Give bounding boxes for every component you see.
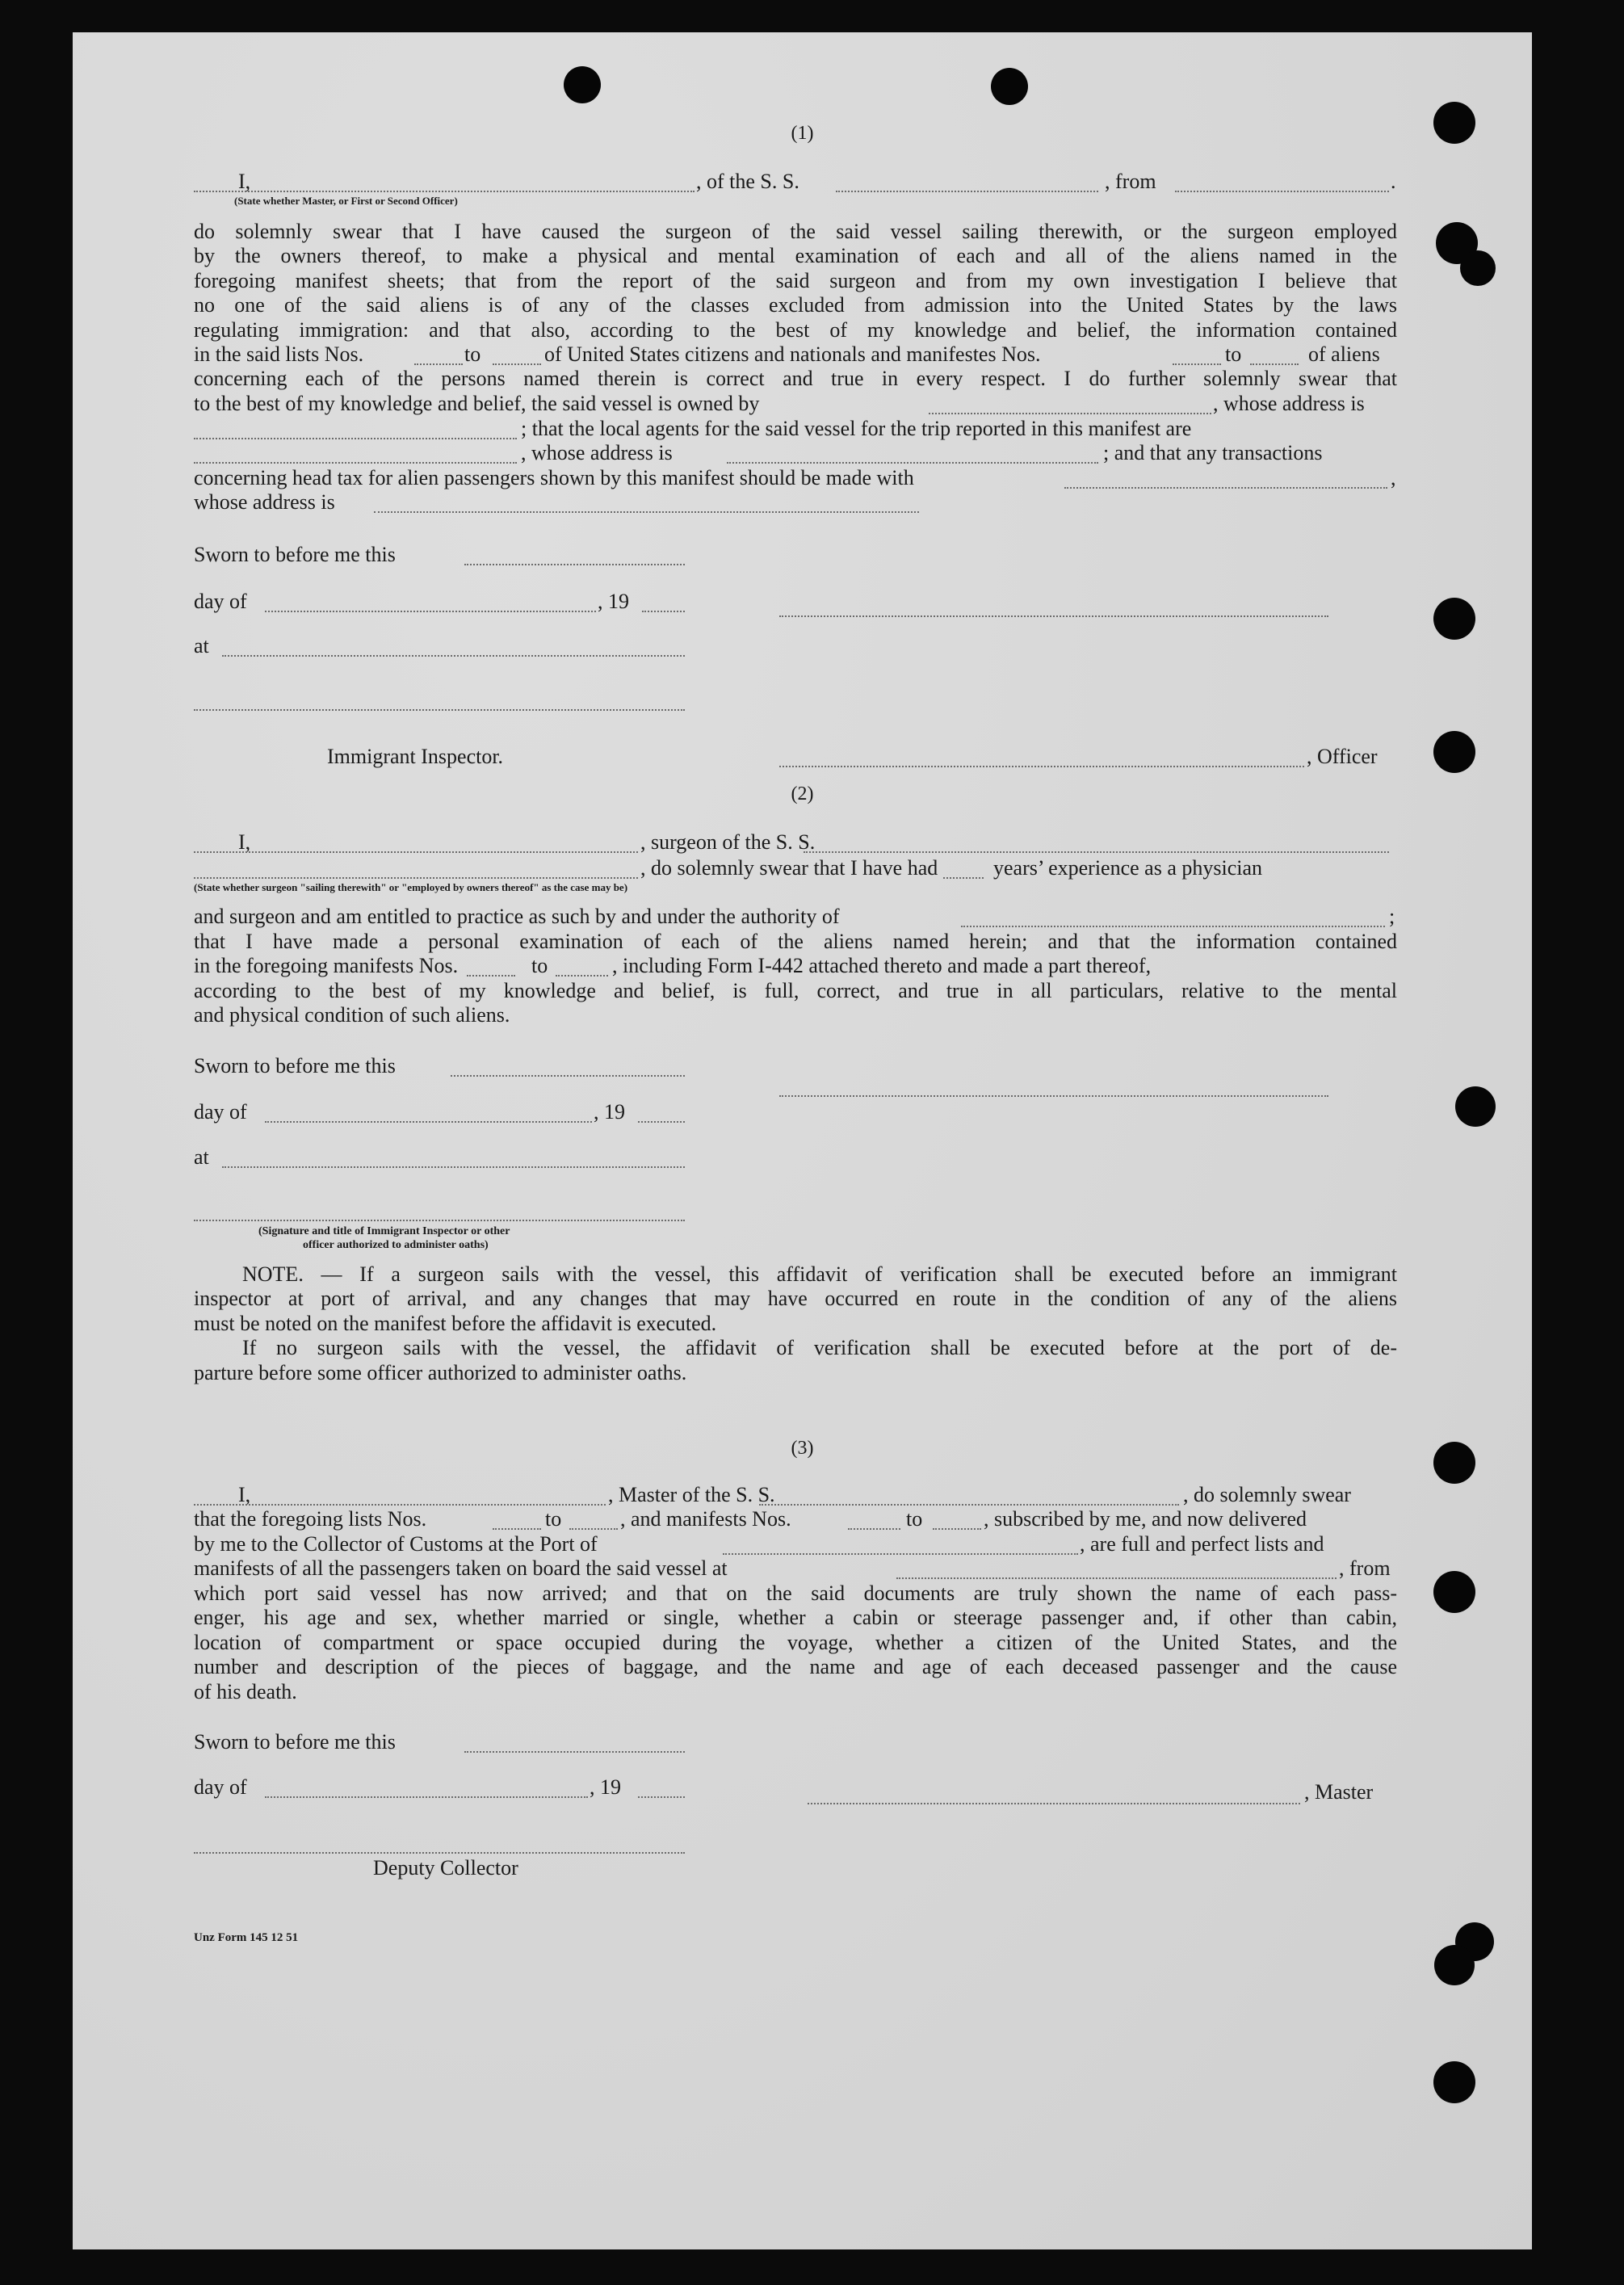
year-label: , 19 — [594, 1100, 625, 1124]
oath-text: to — [531, 954, 548, 977]
field-note: officer authorized to administer oaths) — [303, 1239, 489, 1251]
oath-text: and surgeon and am entitled to practice as such by and under the authority of — [194, 905, 840, 928]
blank-field — [222, 1166, 685, 1168]
oath-label: I, — [238, 170, 251, 193]
oath-label: , do solemnly swear that I have had — [640, 856, 938, 880]
oath-text: regulating immigration: and that also, according to the best of my knowledge and belief, the information contained — [194, 318, 1397, 342]
year-label: , 19 — [598, 590, 629, 613]
blank-field — [194, 438, 517, 439]
oath-text: , are full and perfect lists and — [1080, 1532, 1324, 1556]
blank-field — [414, 363, 463, 365]
blank-field — [1064, 487, 1387, 489]
signature-line — [779, 615, 1328, 617]
oath-text: , from — [1339, 1556, 1391, 1580]
deputy-label: Deputy Collector — [373, 1856, 518, 1880]
oath-label: . — [1391, 170, 1396, 193]
oath-text: , — [1391, 466, 1396, 489]
day-of-label: day of — [194, 1775, 247, 1799]
note-text: NOTE. — If a surgeon sails with the vessel, this affidavit of verification shall be executed before an immigrant — [242, 1262, 1397, 1286]
oath-text: , including Form I-442 attached thereto and made a part thereof, — [612, 954, 1152, 977]
oath-text: to — [1225, 342, 1242, 366]
master-label: , Master — [1304, 1780, 1374, 1804]
oath-text: manifests of all the passengers taken on board the said vessel at — [194, 1556, 728, 1580]
punch-hole — [1433, 2061, 1475, 2103]
document-page — [73, 32, 1532, 2249]
punch-hole — [1460, 250, 1496, 286]
blank-field — [451, 1075, 685, 1077]
blank-field — [194, 1504, 606, 1506]
oath-text: do solemnly swear that I have caused the surgeon of the said vessel sailing therewith, or the surgeon employed — [194, 220, 1397, 243]
oath-text: number and description of the pieces of baggage, and the name and age of each deceased passenger and the cause — [194, 1655, 1397, 1678]
oath-label: I, — [238, 830, 251, 854]
blank-field — [569, 1528, 618, 1530]
blank-field — [467, 975, 515, 977]
punch-hole — [564, 66, 601, 103]
oath-text: in the foregoing manifests Nos. — [194, 954, 459, 977]
punch-hole — [1433, 598, 1475, 640]
blank-field — [464, 1751, 685, 1753]
oath-text: of United States citizens and nationals and manifestes Nos. — [544, 342, 1041, 366]
oath-text: concerning each of the persons named therein is correct and true in every respect. I do further solemnly swear that — [194, 367, 1397, 390]
blank-field — [464, 564, 685, 565]
officer-label: , Officer — [1307, 745, 1378, 768]
note-text: must be noted on the manifest before the affidavit is executed. — [194, 1312, 717, 1335]
blank-field — [265, 611, 596, 612]
section-number: (1) — [791, 123, 814, 144]
note-text: inspector at port of arrival, and any changes that may have occurred en route in the condition of any of the aliens — [194, 1287, 1397, 1310]
signature-line — [194, 709, 685, 711]
sworn-label: Sworn to before me this — [194, 1054, 396, 1077]
blank-field — [194, 877, 638, 879]
oath-text: to — [545, 1507, 562, 1531]
section-number: (3) — [791, 1438, 814, 1459]
oath-text: enger, his age and sex, whether married or single, whether a cabin or steerage passenger and, if other than cabin, — [194, 1606, 1397, 1629]
oath-text: foregoing manifest sheets; that from the report of the said surgeon and from my own investigation I believe that — [194, 269, 1397, 292]
oath-text: whose address is — [194, 490, 335, 514]
blank-field — [759, 1504, 1179, 1506]
sworn-label: Sworn to before me this — [194, 543, 396, 566]
blank-field — [642, 611, 685, 612]
oath-text: , whose address is — [1213, 392, 1365, 415]
blank-field — [804, 851, 1389, 853]
inspector-label: Immigrant Inspector. — [327, 745, 504, 768]
oath-text: that the foregoing lists Nos. — [194, 1507, 427, 1531]
blank-field — [836, 191, 1098, 192]
oath-text: , and manifests Nos. — [620, 1507, 791, 1531]
sworn-label: Sworn to before me this — [194, 1730, 396, 1754]
note-text: parture before some officer authorized to administer oaths. — [194, 1361, 687, 1384]
blank-field — [374, 511, 919, 513]
blank-field — [556, 975, 608, 977]
oath-text: of aliens — [1308, 342, 1380, 366]
blank-field — [1173, 363, 1221, 365]
oath-text: , subscribed by me, and now delivered — [984, 1507, 1307, 1531]
oath-text: no one of the said aliens is of any of the classes excluded from admission into the United States by the laws — [194, 293, 1397, 317]
note-text: If no surgeon sails with the vessel, the affidavit of verification shall be executed before at the port of de- — [242, 1336, 1397, 1359]
signature-line — [808, 1803, 1300, 1804]
oath-text: to — [464, 342, 481, 366]
day-of-label: day of — [194, 1100, 247, 1124]
blank-field — [961, 926, 1385, 927]
oath-text: ; and that any transactions — [1103, 441, 1323, 464]
oath-text: to the best of my knowledge and belief, the said vessel is owned by — [194, 392, 760, 415]
blank-field — [727, 462, 1098, 464]
at-label: at — [194, 1145, 209, 1169]
form-id: Unz Form 145 12 51 — [194, 1931, 299, 1944]
blank-field — [1175, 191, 1389, 192]
oath-text: ; — [1389, 905, 1395, 928]
oath-label: years’ experience as a physician — [993, 856, 1263, 880]
year-label: , 19 — [590, 1775, 621, 1799]
oath-text: according to the best of my knowledge and belief, is full, correct, and true in all particulars, relative to the mental — [194, 979, 1397, 1002]
blank-field — [194, 191, 695, 192]
blank-field — [493, 363, 541, 365]
blank-field — [896, 1577, 1337, 1579]
blank-field — [222, 655, 685, 657]
at-label: at — [194, 634, 209, 657]
blank-field — [723, 1553, 1078, 1555]
signature-line — [779, 766, 1304, 767]
blank-field — [265, 1796, 588, 1798]
blank-field — [493, 1528, 541, 1530]
punch-hole — [1433, 731, 1475, 773]
signature-line — [194, 1852, 685, 1854]
oath-label: , of the S. S. — [696, 170, 799, 193]
oath-text: to — [906, 1507, 923, 1531]
signature-line — [779, 1095, 1328, 1097]
oath-text: which port said vessel has now arrived; and that on the said documents are truly shown the name of each pass- — [194, 1581, 1397, 1605]
field-note: (Signature and title of Immigrant Inspector or other — [258, 1225, 510, 1237]
oath-label: , surgeon of the S. S. — [640, 830, 816, 854]
signature-line — [194, 1220, 685, 1221]
blank-field — [194, 851, 638, 853]
oath-text: by me to the Collector of Customs at the Port of — [194, 1532, 598, 1556]
oath-text: ; that the local agents for the said vessel for the trip reported in this manifest are — [521, 417, 1192, 440]
oath-text: , whose address is — [521, 441, 673, 464]
oath-text: in the said lists Nos. — [194, 342, 364, 366]
oath-label: I, — [238, 1483, 251, 1506]
oath-text: and physical condition of such aliens. — [194, 1003, 510, 1027]
blank-field — [929, 413, 1211, 414]
oath-label: , from — [1105, 170, 1156, 193]
blank-field — [638, 1796, 685, 1798]
oath-text: that I have made a personal examination of each of the aliens named herein; and that the information contained — [194, 930, 1397, 953]
field-note: (State whether surgeon "sailing therewith" or "employed by owners thereof" as the case may be) — [194, 881, 628, 893]
punch-hole — [1433, 1571, 1475, 1613]
day-of-label: day of — [194, 590, 247, 613]
blank-field — [933, 1528, 981, 1530]
field-note: (State whether Master, or First or Second Officer) — [234, 195, 458, 207]
blank-field — [638, 1121, 685, 1123]
punch-hole — [1434, 1945, 1475, 1985]
punch-hole — [991, 68, 1028, 105]
blank-field — [1250, 363, 1299, 365]
oath-text: by the owners thereof, to make a physical and mental examination of each and all of the aliens named in the — [194, 244, 1397, 267]
blank-field — [265, 1121, 592, 1123]
oath-label: , Master of the S. S. — [608, 1483, 775, 1506]
oath-text: of his death. — [194, 1680, 297, 1703]
oath-text: location of compartment or space occupied during the voyage, whether a citizen of the United States, and the — [194, 1631, 1397, 1654]
blank-field — [848, 1528, 900, 1530]
oath-text: concerning head tax for alien passengers shown by this manifest should be made with — [194, 466, 914, 489]
punch-hole — [1455, 1086, 1496, 1127]
oath-label: , do solemnly swear — [1183, 1483, 1351, 1506]
blank-field — [943, 877, 984, 879]
blank-field — [194, 462, 517, 464]
section-number: (2) — [791, 783, 814, 804]
